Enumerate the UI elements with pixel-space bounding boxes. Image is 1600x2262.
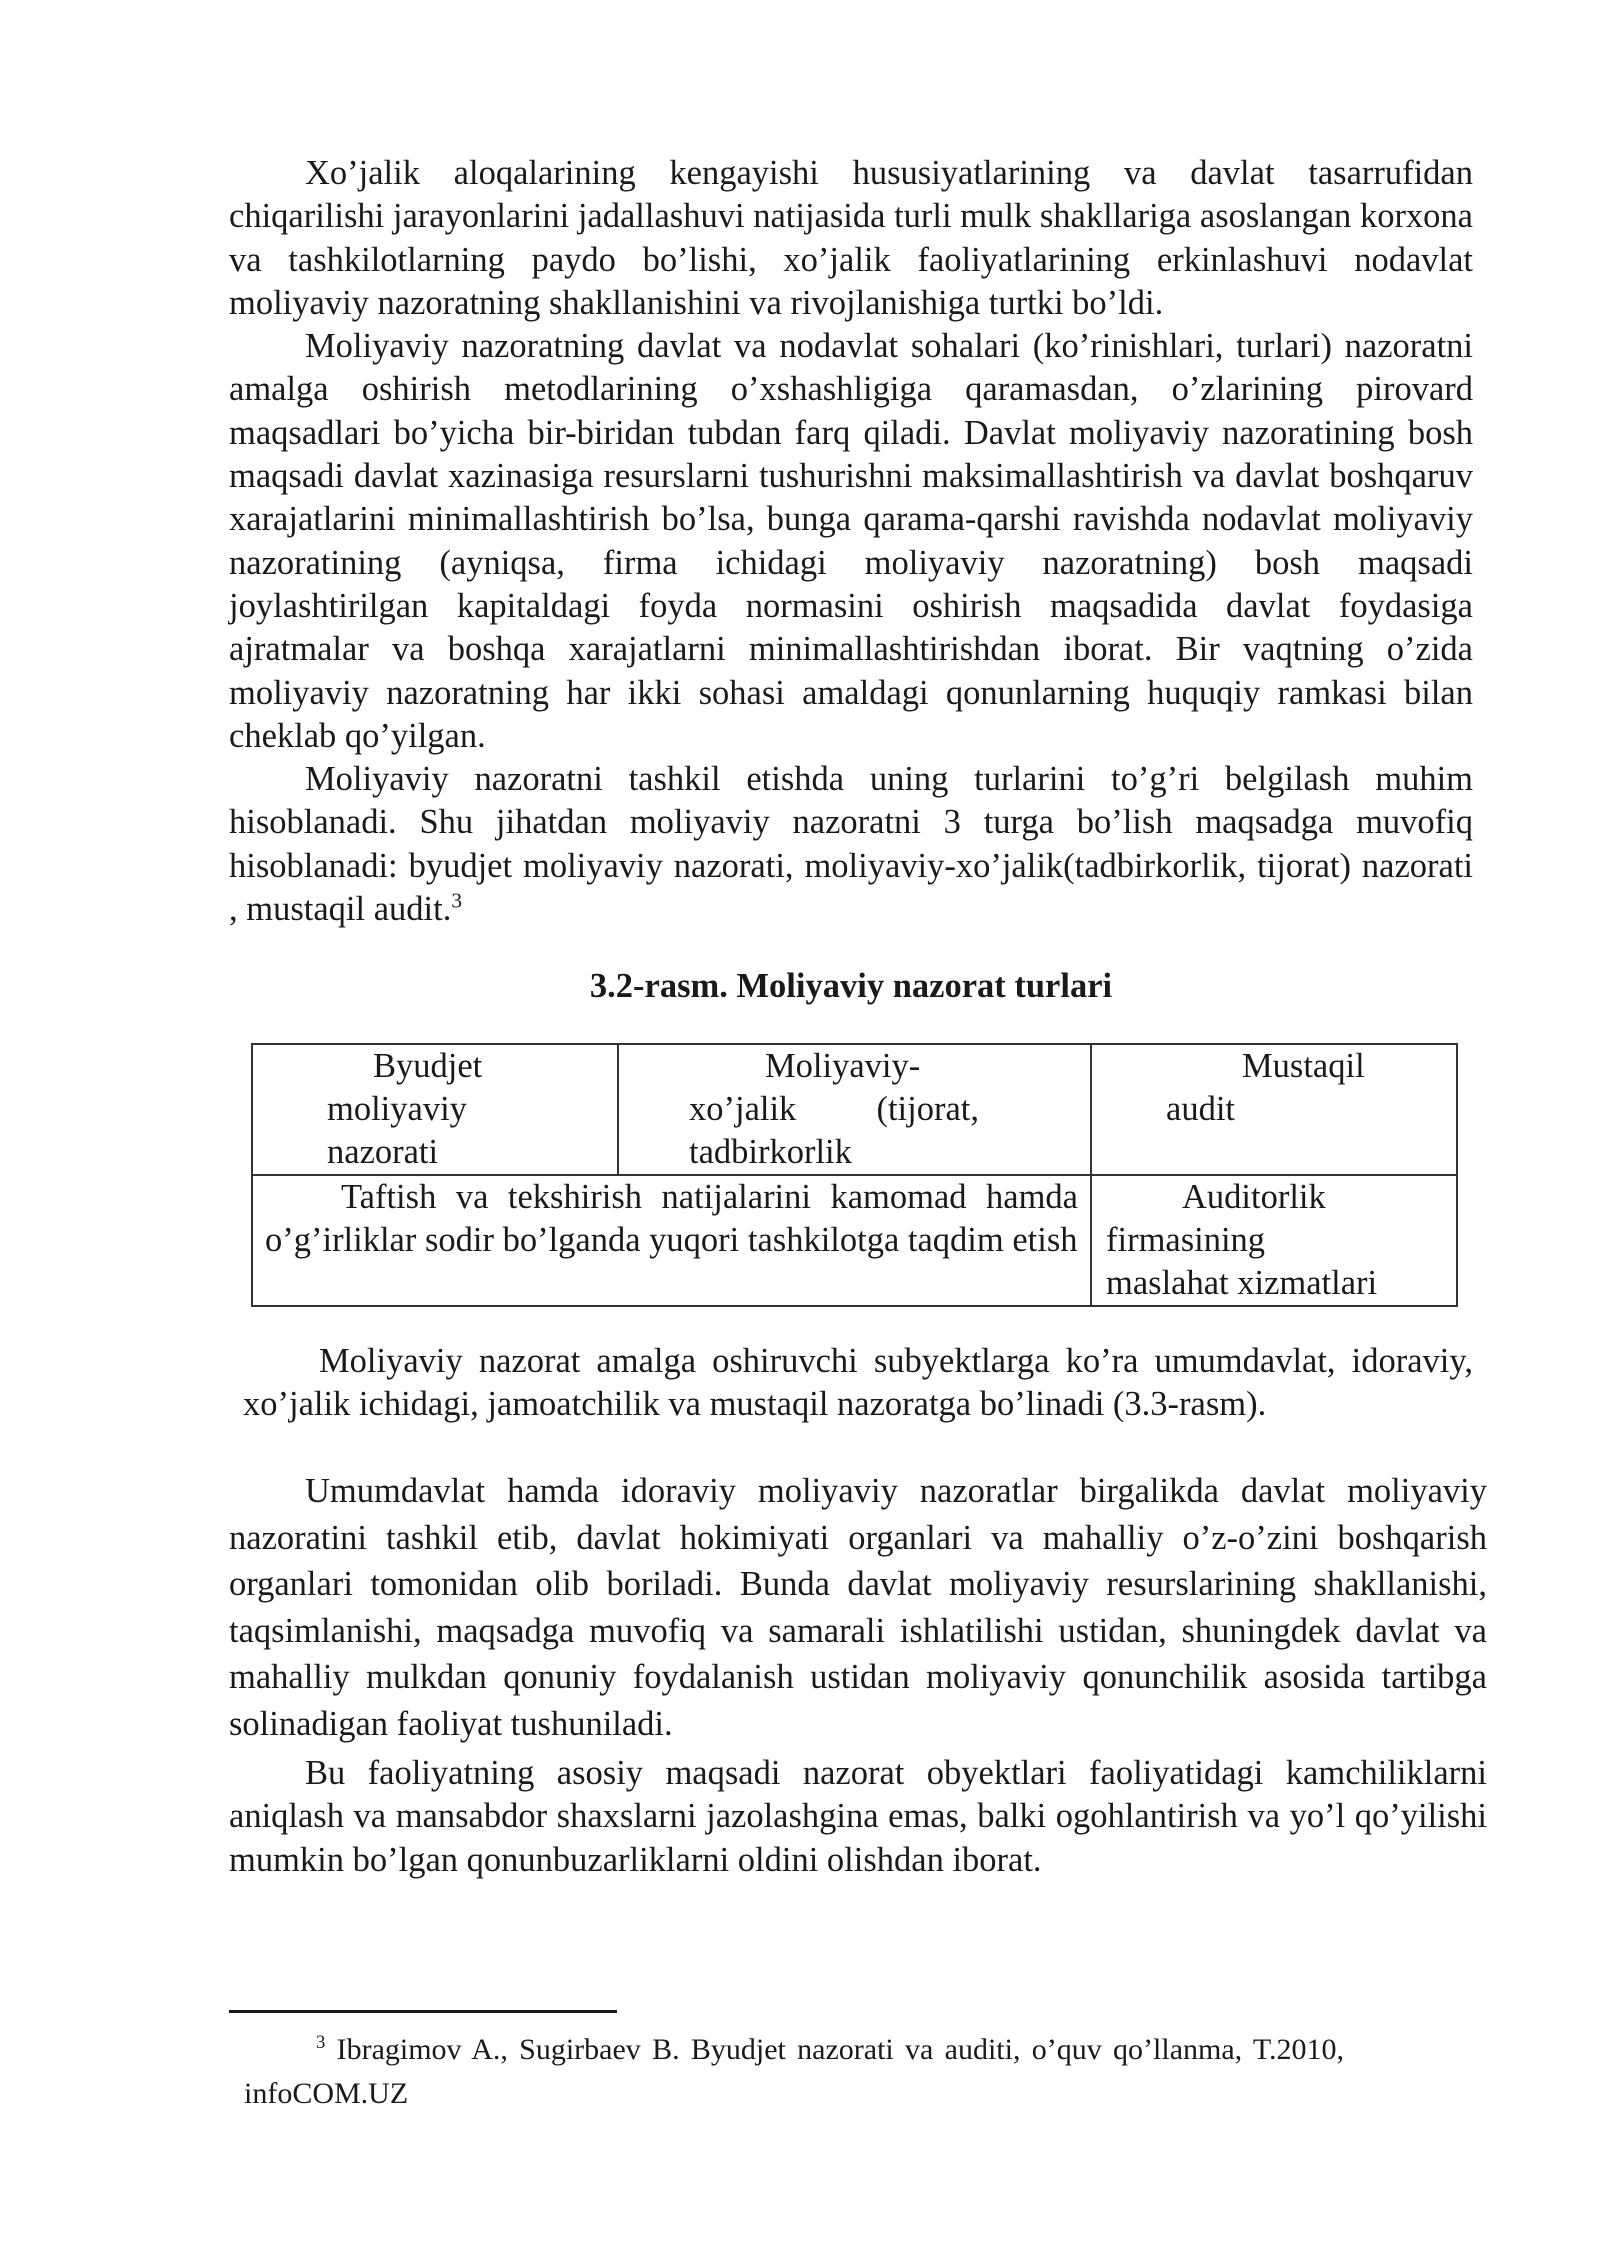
footnote-separator: [229, 2010, 617, 2013]
body-section-middle: [229, 1340, 1473, 1427]
footnote-reference[interactable]: 3: [451, 888, 463, 913]
cell-audit-desc-text: Auditorlik firmasining maslahat xizmatlari: [1106, 1178, 1378, 1302]
cell-economic-text: Moliyaviy-xo’jalik (tijorat, tadbirkorlik: [689, 1047, 979, 1171]
footnote-number: 3: [316, 2032, 326, 2053]
paragraph-3-text: Moliyaviy nazoratni tashkil etishda uning turlarini to’g’ri belgilash muhim hisoblanadi. Shu jihatdan moliyaviy nazoratni 3 turga bo’lish maqsadga muvofiq hisoblanadi: byudjet moliyaviy nazorati, moliyaviy-xo’jalik(tadbirkorlik, tijorat) nazorati , mustaqil audit.: [229, 760, 1473, 929]
cell-independent-audit: [1091, 1044, 1457, 1175]
paragraph-6: Bu faoliyatning asosiy maqsadi nazorat obyektlari faoliyatidagi kamchiliklarni aniqlash va mansabdor shaxslarni jazolashgina emas, balki ogohlantirish va yo’l qo’yilishi mumkin bo’lgan qonunbuzarliklarni oldini olishdan iborat.: [229, 1754, 1487, 1879]
paragraph-2: Moliyaviy nazoratning davlat va nodavlat sohalari (ko’rinishlari, turlari) nazoratni amalga oshirish metodlarining o’xshashligiga qaramasdan, o’zlarining pirovard maqsadlari bo’yicha bir-biridan tubdan farq qiladi. Davlat moliyaviy nazoratining bosh maqsadi davlat xazinasiga resurslarni tushurishni maksimallashtirish va davlat boshqaruv xarajatlarini minimallashtirish bo’lsa, bunga qarama-qarshi ravishda nodavlat moliyaviy nazoratining (ayniqsa, firma ichidagi moliyaviy nazoratning) bosh maqsadi joylashtirilgan kapitaldagi foyda normasini oshirish maqsadida davlat foydasiga ajratmalar va boshqa xarajatlarni minimallashtirishdan iborat. Bir vaqtning o’zida moliyaviy nazoratning har ikki sohasi amaldagi qonunlarning huquqiy ramkasi bilan cheklab qo’yilgan.: [229, 327, 1473, 755]
cell-budget-control: [252, 1044, 618, 1175]
cell-audit-description: [1091, 1175, 1457, 1306]
figure-row-types: [252, 1044, 1457, 1175]
paragraph-5: Umumdavlat hamda idoraviy moliyaviy nazoratlar birgalikda davlat moliyaviy nazoratini tashkil etib, davlat hokimiyati organlari va mahalliy o’z-o’zini boshqarish organlari tomonidan olib boriladi. Bunda davlat moliyaviy resurslarining shakllanishi, taqsimlanishi, maqsadga muvofiq va samarali ishlatilishi ustidan, shuningdek davlat va mahalliy mulkdan qonuniy foydalanish ustidan moliyaviy qonunchilik asosida tartibga solinadigan faoliyat tushuniladi.: [229, 1472, 1487, 1743]
cell-budget-line-3: nazorati: [327, 1133, 439, 1171]
body-section-bottom: [229, 1468, 1487, 1747]
footnote: [244, 2028, 1344, 2116]
cell-inspection-text: Taftish va tekshirish natijalarini kamomad hamda o’g’irliklar sodir bo’lganda yuqori tashkilotga taqdim etish: [265, 1178, 1078, 1259]
cell-audit-text: Mustaqil audit: [1166, 1047, 1365, 1128]
paragraph-4: Moliyaviy nazorat amalga oshiruvchi subyektlarga ko’ra umumdavlat, idoraviy, xo’jalik ichidagi, jamoatchilik va mustaqil nazoratga bo’linadi (3.3-rasm).: [243, 1342, 1473, 1424]
figure-row-descriptions: [252, 1175, 1457, 1306]
paragraph-1: Xo’jalik aloqalarining kengayishi hususiyatlarining va davlat tasarrufidan chiqarilishi jarayonlarini jadallashuvi natijasida turli mulk shakllariga asoslangan korxona va tashkilotlarning paydo bo’lishi, xo’jalik faoliyatlarining erkinlashuvi nodavlat moliyaviy nazoratning shakllanishini va rivojlanishiga turtki bo’ldi.: [229, 154, 1473, 322]
figure-caption: 3.2-rasm. Moliyaviy nazorat turlari: [589, 967, 1113, 1005]
cell-economic-control: [618, 1044, 1091, 1175]
body-section-top: [229, 152, 1473, 931]
cell-budget-line-1: Byudjet: [373, 1047, 483, 1085]
footnote-text: Ibragimov A., Sugirbaev B. Byudjet nazorati va auditi, o’quv qo’llanma, T.2010, infoCOM.UZ: [244, 2033, 1344, 2110]
cell-budget-line-2: moliyaviy: [327, 1090, 467, 1128]
body-section-final: [229, 1752, 1487, 1882]
figure-table: [251, 1043, 1458, 1307]
footnote-body: [244, 2028, 1344, 2116]
paragraph-3: [229, 758, 1473, 931]
cell-inspection-description: [252, 1175, 1091, 1306]
